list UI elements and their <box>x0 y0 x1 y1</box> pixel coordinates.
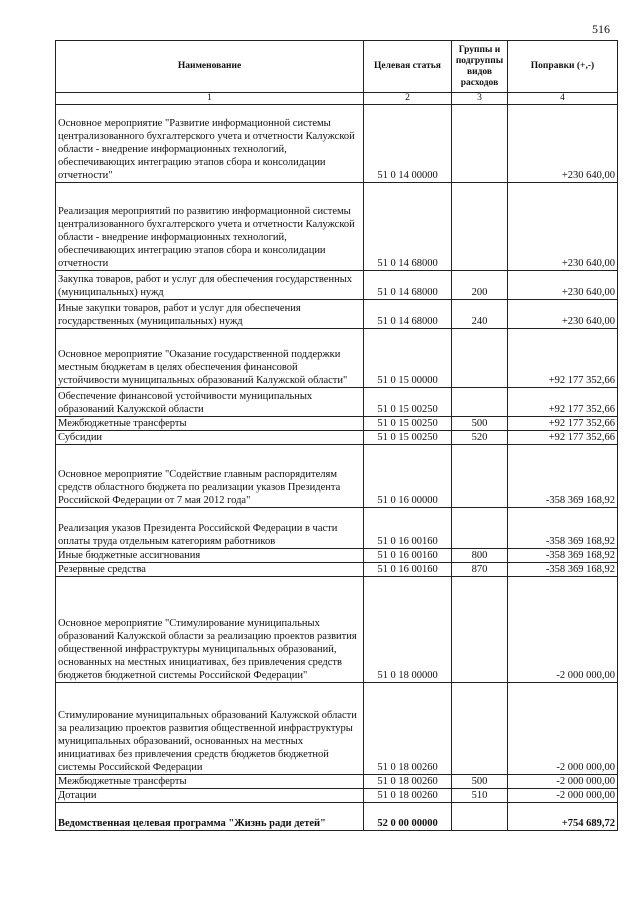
row-amount: +92 177 352,66 <box>508 329 618 388</box>
row-group <box>452 445 508 508</box>
row-name: Иные закупки товаров, работ и услуг для обеспечения государственных (муниципальных) нужд <box>56 300 364 329</box>
row-group <box>452 105 508 183</box>
row-amount: +230 640,00 <box>508 105 618 183</box>
row-name: Реализация мероприятий по развитию информационной системы централизованного бухгалтерского учета и отчетности Калужской области - внедрение информационных технологий, обеспечивающих интеграцию этапов сбора и консолидации отчетности <box>56 183 364 271</box>
row-code: 51 0 18 00260 <box>364 683 452 775</box>
table-row <box>56 563 618 577</box>
row-code: 51 0 14 00000 <box>364 105 452 183</box>
column-number-row <box>56 93 618 105</box>
row-code: 51 0 15 00250 <box>364 388 452 417</box>
row-amount: -2 000 000,00 <box>508 577 618 683</box>
row-amount: +92 177 352,66 <box>508 417 618 431</box>
row-amount: -2 000 000,00 <box>508 683 618 775</box>
table-row <box>56 271 618 300</box>
row-name: Межбюджетные трансферты <box>56 775 364 789</box>
row-name: Основное мероприятие "Содействие главным распорядителям средств областного бюджета по реализации указов Президента Российской Федерации от 7 мая 2012 года" <box>56 445 364 508</box>
row-group <box>452 329 508 388</box>
row-code: 51 0 18 00260 <box>364 789 452 803</box>
table-row <box>56 417 618 431</box>
column-number: 2 <box>364 93 452 105</box>
row-group <box>452 577 508 683</box>
table-row <box>56 789 618 803</box>
table-row <box>56 388 618 417</box>
table-row <box>56 775 618 789</box>
table-row <box>56 508 618 549</box>
row-name: Обеспечение финансовой устойчивости муниципальных образований Калужской области <box>56 388 364 417</box>
row-name: Иные бюджетные ассигнования <box>56 549 364 563</box>
row-amount: -2 000 000,00 <box>508 789 618 803</box>
row-name: Межбюджетные трансферты <box>56 417 364 431</box>
row-amount: -358 369 168,92 <box>508 549 618 563</box>
row-name: Дотации <box>56 789 364 803</box>
row-amount: -358 369 168,92 <box>508 445 618 508</box>
row-group: 240 <box>452 300 508 329</box>
header-name: Наименование <box>56 41 364 93</box>
header-amount: Поправки (+,-) <box>508 41 618 93</box>
table-row <box>56 329 618 388</box>
table-row <box>56 445 618 508</box>
row-name: Основное мероприятие "Развитие информационной системы централизованного бухгалтерского учета и отчетности Калужской области - внедрение информационных технологий, обеспечивающих интеграцию этапов сбора и консолидации отчетности" <box>56 105 364 183</box>
row-group: 800 <box>452 549 508 563</box>
row-amount: +754 689,72 <box>508 803 618 831</box>
row-group: 200 <box>452 271 508 300</box>
row-name: Стимулирование муниципальных образований Калужской области за реализацию проектов развития общественной инфраструктуры муниципальных образований, основанных на местных инициативах без привлечения средств бюджетов бюджетной системы Российской Федерации <box>56 683 364 775</box>
row-name: Закупка товаров, работ и услуг для обеспечения государственных (муниципальных) нужд <box>56 271 364 300</box>
row-code: 52 0 00 00000 <box>364 803 452 831</box>
table-row <box>56 183 618 271</box>
table-row <box>56 431 618 445</box>
row-amount: -358 369 168,92 <box>508 508 618 549</box>
row-group <box>452 388 508 417</box>
row-code: 51 0 16 00000 <box>364 445 452 508</box>
row-amount: +230 640,00 <box>508 300 618 329</box>
row-name: Основное мероприятие "Стимулирование муниципальных образований Калужской области за реализацию проектов развития общественной инфраструктуры муниципальных образований, основанных на местных инициативах, без привлечения средств бюджетов бюджетной системы Российской Федерации" <box>56 577 364 683</box>
row-group: 520 <box>452 431 508 445</box>
page-number: 516 <box>592 22 610 36</box>
row-code: 51 0 16 00160 <box>364 563 452 577</box>
row-group <box>452 803 508 831</box>
column-number: 1 <box>56 93 364 105</box>
row-name: Основное мероприятие "Оказание государственной поддержки местным бюджетам в целях обеспечения финансовой устойчивости муниципальных образований Калужской области" <box>56 329 364 388</box>
row-code: 51 0 18 00260 <box>364 775 452 789</box>
row-group <box>452 683 508 775</box>
row-amount: +230 640,00 <box>508 271 618 300</box>
table-row <box>56 683 618 775</box>
row-name: Резервные средства <box>56 563 364 577</box>
row-code: 51 0 14 68000 <box>364 183 452 271</box>
row-code: 51 0 15 00250 <box>364 431 452 445</box>
table-row <box>56 300 618 329</box>
row-amount: -358 369 168,92 <box>508 563 618 577</box>
row-code: 51 0 15 00250 <box>364 417 452 431</box>
row-group: 500 <box>452 417 508 431</box>
table-row <box>56 105 618 183</box>
table-row <box>56 549 618 563</box>
row-name: Ведомственная целевая программа "Жизнь ради детей" <box>56 803 364 831</box>
row-code: 51 0 14 68000 <box>364 300 452 329</box>
row-group: 510 <box>452 789 508 803</box>
column-number: 4 <box>508 93 618 105</box>
row-group <box>452 508 508 549</box>
header-group: Группы и подгруппы видов расходов <box>452 41 508 93</box>
row-group: 870 <box>452 563 508 577</box>
row-code: 51 0 15 00000 <box>364 329 452 388</box>
budget-table <box>55 40 618 831</box>
table-row <box>56 577 618 683</box>
row-name: Субсидии <box>56 431 364 445</box>
row-amount: +92 177 352,66 <box>508 431 618 445</box>
row-group <box>452 183 508 271</box>
header-row <box>56 41 618 93</box>
row-amount: +230 640,00 <box>508 183 618 271</box>
row-group: 500 <box>452 775 508 789</box>
row-amount: -2 000 000,00 <box>508 775 618 789</box>
row-amount: +92 177 352,66 <box>508 388 618 417</box>
row-code: 51 0 18 00000 <box>364 577 452 683</box>
row-name: Реализация указов Президента Российской Федерации в части оплаты труда отдельным категориям работников <box>56 508 364 549</box>
header-code: Целевая статья <box>364 41 452 93</box>
table-row <box>56 803 618 831</box>
row-code: 51 0 14 68000 <box>364 271 452 300</box>
column-number: 3 <box>452 93 508 105</box>
row-code: 51 0 16 00160 <box>364 549 452 563</box>
row-code: 51 0 16 00160 <box>364 508 452 549</box>
